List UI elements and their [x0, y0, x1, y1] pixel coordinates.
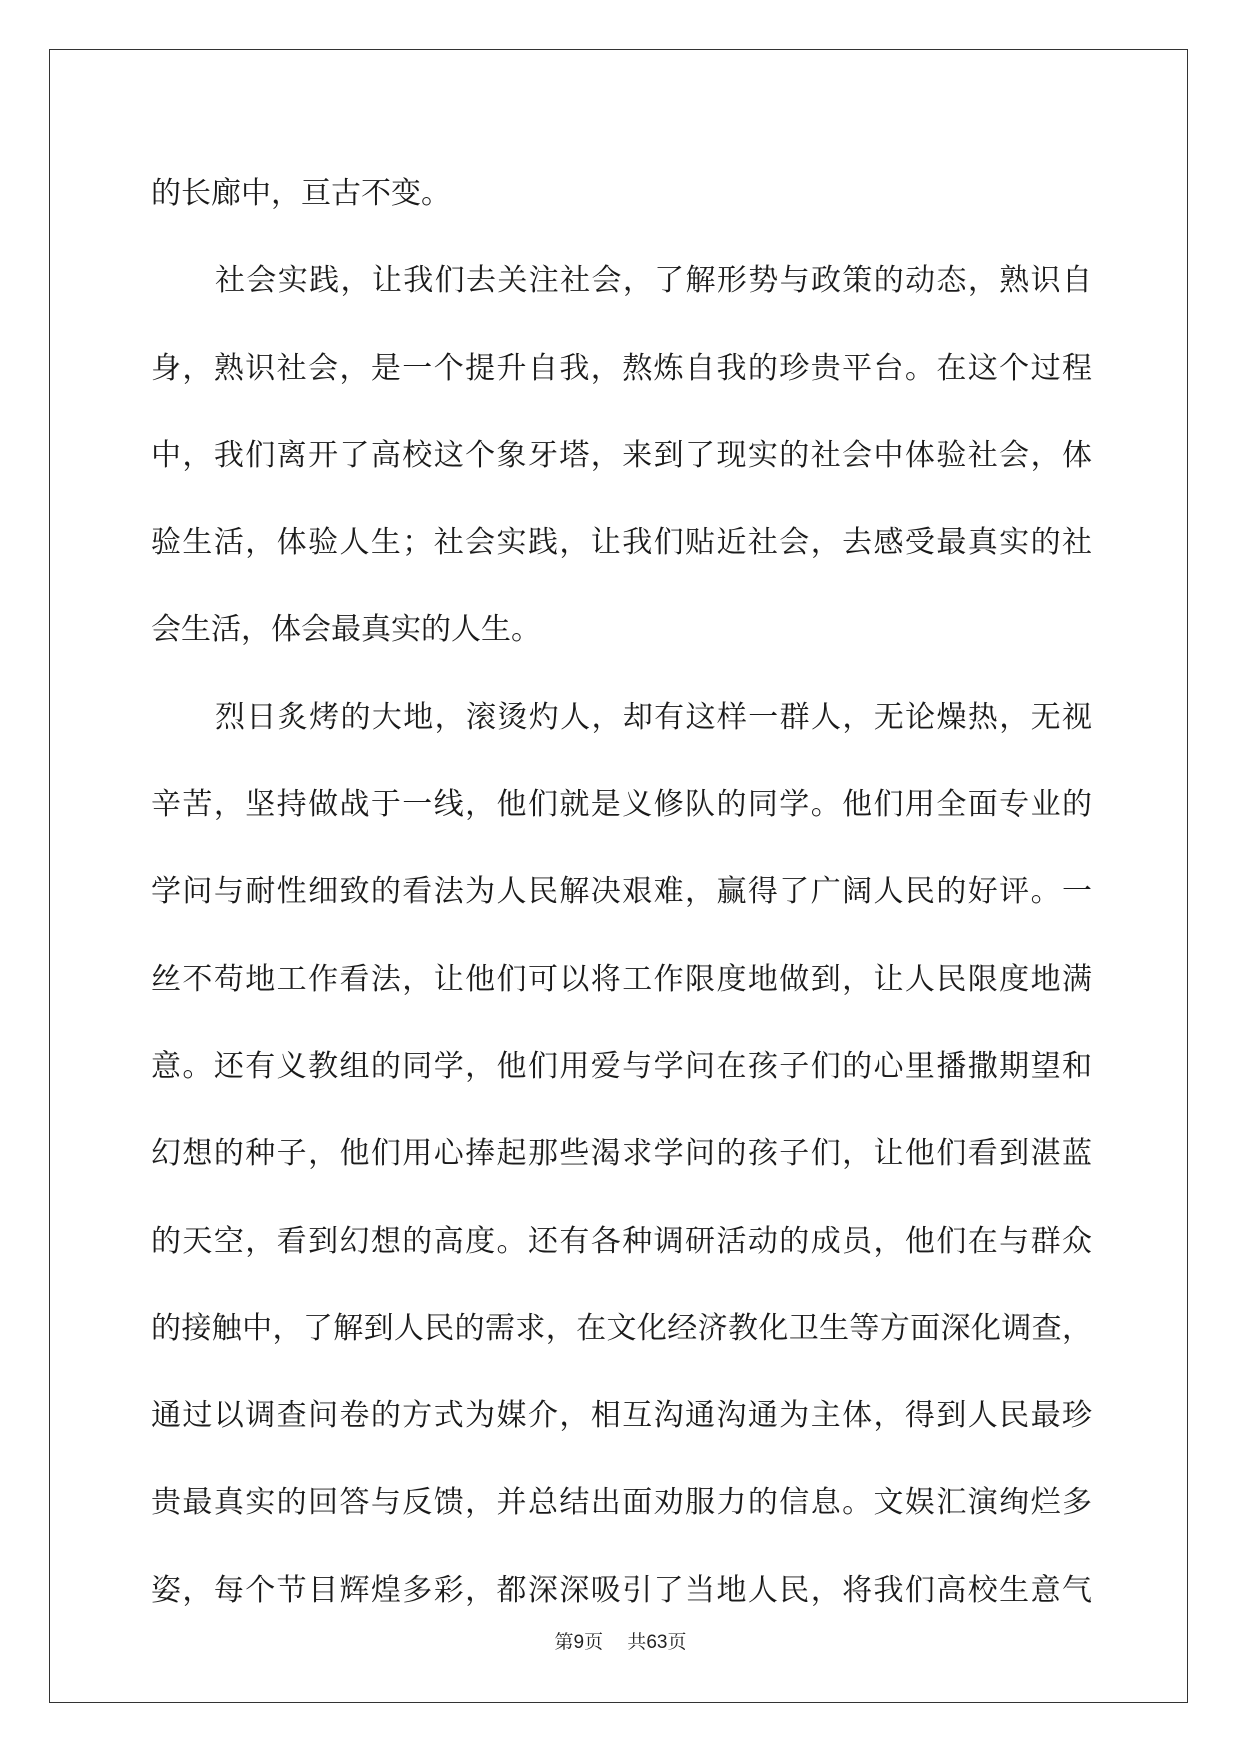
text-line: 意。还有义教组的同学，他们用爱与学问在孩子们的心里播撒期望和: [151, 1048, 1092, 1084]
text-line: 身，熟识社会，是一个提升自我，熬炼自我的珍贵平台。在这个过程: [151, 350, 1092, 386]
total-prefix: 共: [627, 1631, 647, 1653]
text-line: 学问与耐性细致的看法为人民解决艰难，赢得了广阔人民的好评。一: [151, 874, 1092, 910]
text-line: 的接触中，了解到人民的需求，在文化经济教化卫生等方面深化调查，: [151, 1310, 1092, 1346]
text-line: 中，我们离开了高校这个象牙塔，来到了现实的社会中体验社会，体: [151, 437, 1092, 473]
page-suffix: 页: [584, 1631, 604, 1653]
text-line: 辛苦，坚持做战于一线，他们就是义修队的同学。他们用全面专业的: [151, 787, 1092, 823]
text-line: 通过以调查问卷的方式为媒介，相互沟通沟通为主体，得到人民最珍: [151, 1398, 1092, 1434]
text-line: 烈日炙烤的大地，滚烫灼人，却有这样一群人，无论燥热，无视: [215, 699, 1092, 735]
page-footer: [0, 1627, 1241, 1654]
text-line: 丝不苟地工作看法，让他们可以将工作限度地做到，让人民限度地满: [151, 961, 1092, 997]
text-line: 社会实践，让我们去关注社会，了解形势与政策的动态，熟识自: [215, 263, 1092, 299]
total-suffix: 页: [667, 1631, 687, 1653]
text-line: 姿，每个节目辉煌多彩，都深深吸引了当地人民，将我们高校生意气: [151, 1572, 1092, 1608]
text-line: 会生活，体会最真实的人生。: [151, 612, 541, 648]
total-pages: 63: [646, 1632, 668, 1653]
text-line: 幻想的种子，他们用心捧起那些渴求学问的孩子们，让他们看到湛蓝: [151, 1136, 1092, 1172]
text-line: 贵最真实的回答与反馈，并总结出面劝服力的信息。文娱汇演绚烂多: [151, 1485, 1092, 1521]
page-number: 9: [573, 1632, 585, 1653]
page-prefix: 第: [554, 1631, 574, 1653]
body-text: [151, 150, 1092, 1634]
text-line: 验生活，体验人生；社会实践，让我们贴近社会，去感受最真实的社: [151, 525, 1092, 561]
text-line: 的长廊中，亘古不变。: [151, 176, 451, 211]
text-line: 的天空，看到幻想的高度。还有各种调研活动的成员，他们在与群众: [151, 1223, 1092, 1259]
